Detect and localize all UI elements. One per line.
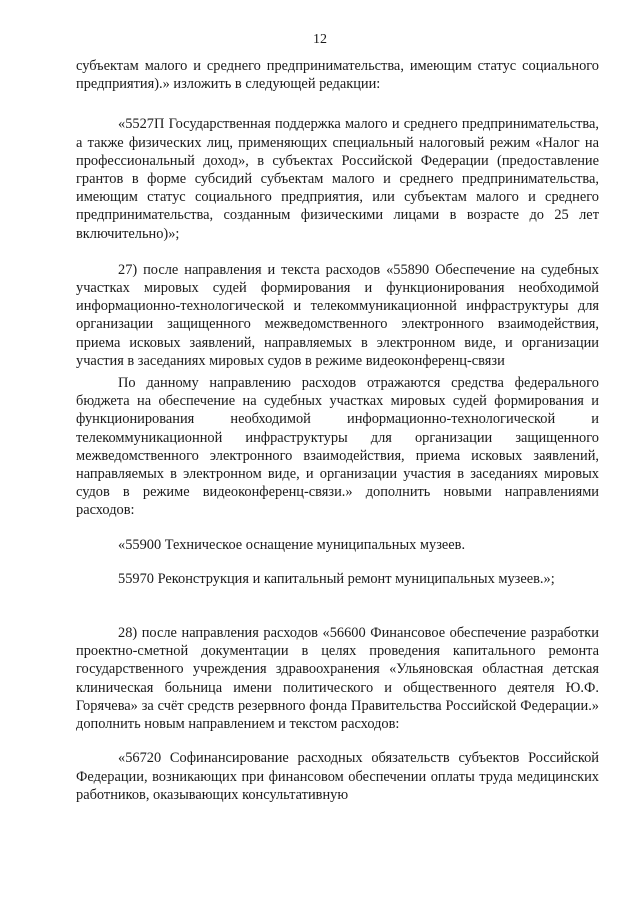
paragraph-direction-description: По данному направлению расходов отражаются средства федерального бюджета на обеспечение на судебных участках мировых судей формирования и функционирования необходимой информационно-технологической и телекоммуникационной инфраструктуры для организации защищенного межведомственного электронного взаимодействия, приема исковых заявлений, направляемых в электронном виде, и организации участия в заседаниях мировых судов в режиме видеоконференц-связи.» дополнить новыми направлениями расходов:	[76, 375, 599, 519]
document-body	[76, 57, 599, 804]
page-number: 12	[313, 32, 327, 47]
paragraph-item-28: 28) после направления расходов «56600 Финансовое обеспечение разработки проектно-сметной документации в целях проведения капитального ремонта государственного учреждения здравоохранения «Ульяновская областная детская клиническая больница имени политического и общественного деятеля Ю.Ф. Горячева» за счёт средств резервного фонда Правительства Российской Федерации.» дополнить новым направлением и текстом расходов:	[76, 625, 599, 733]
paragraph-55900: «55900 Техническое оснащение муниципальных музеев.	[118, 536, 466, 553]
paragraph-5527p: «5527П Государственная поддержка малого и среднего предпринимательства, а также физических лиц, применяющих специальный налоговый режим «Налог на профессиональный доход», в субъектах Российской Федерации (предоставление грантов в форме субсидий субъектам малого и среднего предпринимательства, имеющим статус социального предприятия, или субъектам малого и среднего предпринимательства, созданным физическими лицами в возрасте до 25 лет включительно)»;	[76, 116, 599, 242]
paragraph-continuation: субъектам малого и среднего предпринимательства, имеющим статус социального предприятия).» изложить в следующей редакции:	[76, 58, 599, 93]
paragraph-item-27: 27) после направления и текста расходов «55890 Обеспечение на судебных участках мировых судей формирования и функционирования необходимой информационно-технологической и телекоммуникационной инфраструктуры для организации защищенного межведомственного электронного взаимодействия, приема исковых заявлений, направляемых в электронном виде, и организации участия в заседаниях мировых судов в режиме видеоконференц-связи	[76, 261, 599, 369]
paragraph-55970: 55970 Реконструкция и капитальный ремонт муниципальных музеев.»;	[118, 570, 555, 587]
paragraph-56720: «56720 Софинансирование расходных обязательств субъектов Российской Федерации, возникающих при финансовом обеспечении оплаты труда медицинских работников, оказывающих консультативную	[76, 750, 599, 803]
